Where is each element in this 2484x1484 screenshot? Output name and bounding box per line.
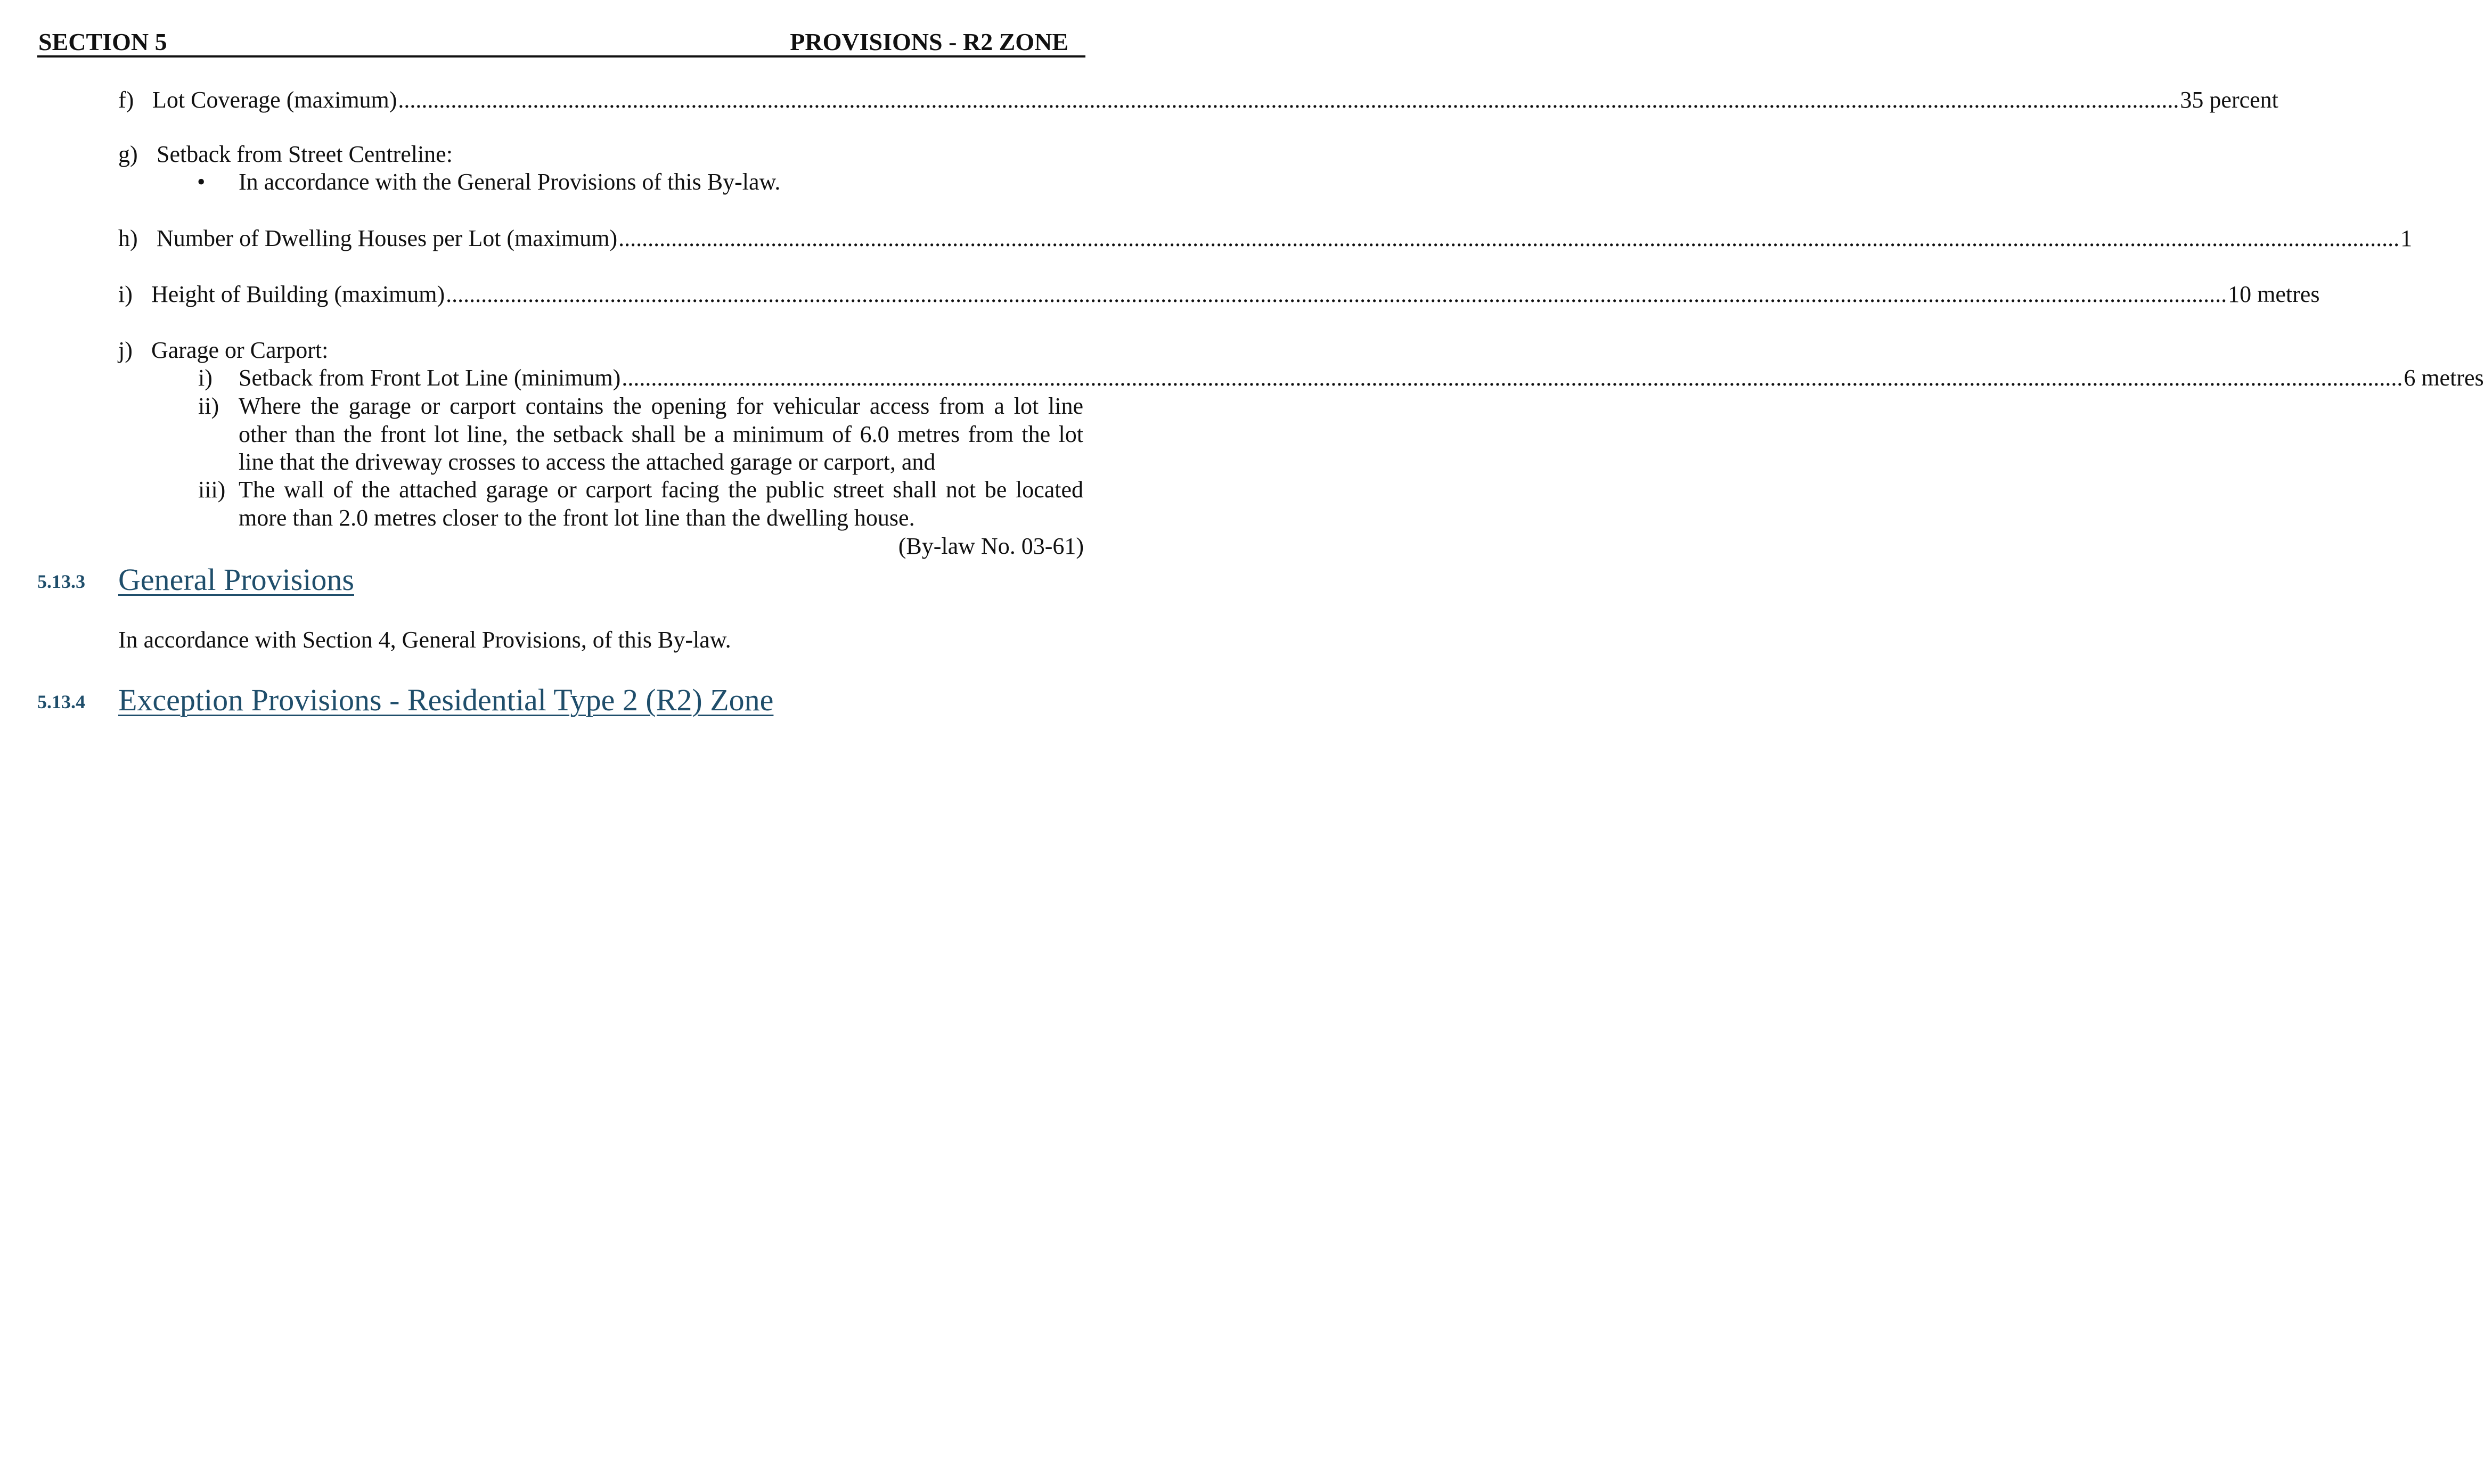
provision-h-label: Number of Dwelling Houses per Lot (maximum) — [157, 225, 618, 251]
provision-j-i-label: Setback from Front Lot Line (minimum) — [239, 365, 621, 391]
provision-g-marker: g) — [118, 141, 138, 167]
provision-j-label: Garage or Carport: — [151, 337, 329, 363]
provision-i-label: Height of Building (maximum) — [151, 281, 445, 307]
bullet-icon: • — [197, 169, 206, 195]
provision-g-bullet-text: In accordance with the General Provisions of this By-law. — [239, 169, 781, 195]
leader-dots: ................................................................................................................................................................................................................................................................................................................ — [622, 365, 2403, 391]
section-label: SECTION 5 — [38, 28, 167, 55]
amendment-reference: (By-law No. 03-61) — [898, 533, 1084, 559]
provision-j-ii-marker: ii) — [198, 393, 219, 419]
zone-title: PROVISIONS - R2 ZONE — [790, 28, 1068, 55]
provision-f-label: Lot Coverage (maximum) — [152, 87, 397, 113]
section-title-general-provisions: General Provisions — [118, 562, 354, 597]
provision-j-marker: j) — [118, 337, 133, 363]
leader-dots: ................................................................................................................................................................................................................................................................................................................ — [398, 87, 2179, 113]
provision-j-i-value: 6 metres — [2404, 365, 2484, 391]
section-title-exception-provisions: Exception Provisions - Residential Type 2 (R2) Zone — [118, 683, 774, 717]
page-header — [37, 22, 1085, 58]
provision-h-marker: h) — [118, 225, 138, 251]
section-number-5-13-3: 5.13.3 — [37, 571, 85, 592]
provision-j-iii-text: The wall of the attached garage or carport facing the public street shall not be located more than 2.0 metres closer to the front lot line than the dwelling house. — [239, 477, 1083, 531]
provision-j-i-marker: i) — [198, 365, 213, 391]
provision-g-label: Setback from Street Centreline: — [157, 141, 453, 167]
leader-dots: ................................................................................................................................................................................................................................................................................................................ — [446, 281, 2227, 307]
leader-dots: ................................................................................................................................................................................................................................................................................................................ — [618, 225, 2400, 251]
provision-f-value: 35 percent — [2180, 87, 2278, 113]
section-body-general-provisions: In accordance with Section 4, General Provisions, of this By-law. — [118, 627, 731, 653]
provision-j-iii-marker: iii) — [198, 477, 226, 503]
provision-f-marker: f) — [118, 87, 134, 113]
provision-h-value: 1 — [2400, 225, 2413, 251]
provision-j-ii-text: Where the garage or carport contains the opening for vehicular access from a lot line other than the front lot line, the setback shall be a minimum of 6.0 metres from the lot line that the driveway crosses to access the attached garage or carport, and — [239, 393, 1083, 475]
section-number-5-13-4: 5.13.4 — [37, 691, 85, 712]
provision-i-value: 10 metres — [2228, 281, 2320, 307]
provision-i-marker: i) — [118, 281, 133, 307]
